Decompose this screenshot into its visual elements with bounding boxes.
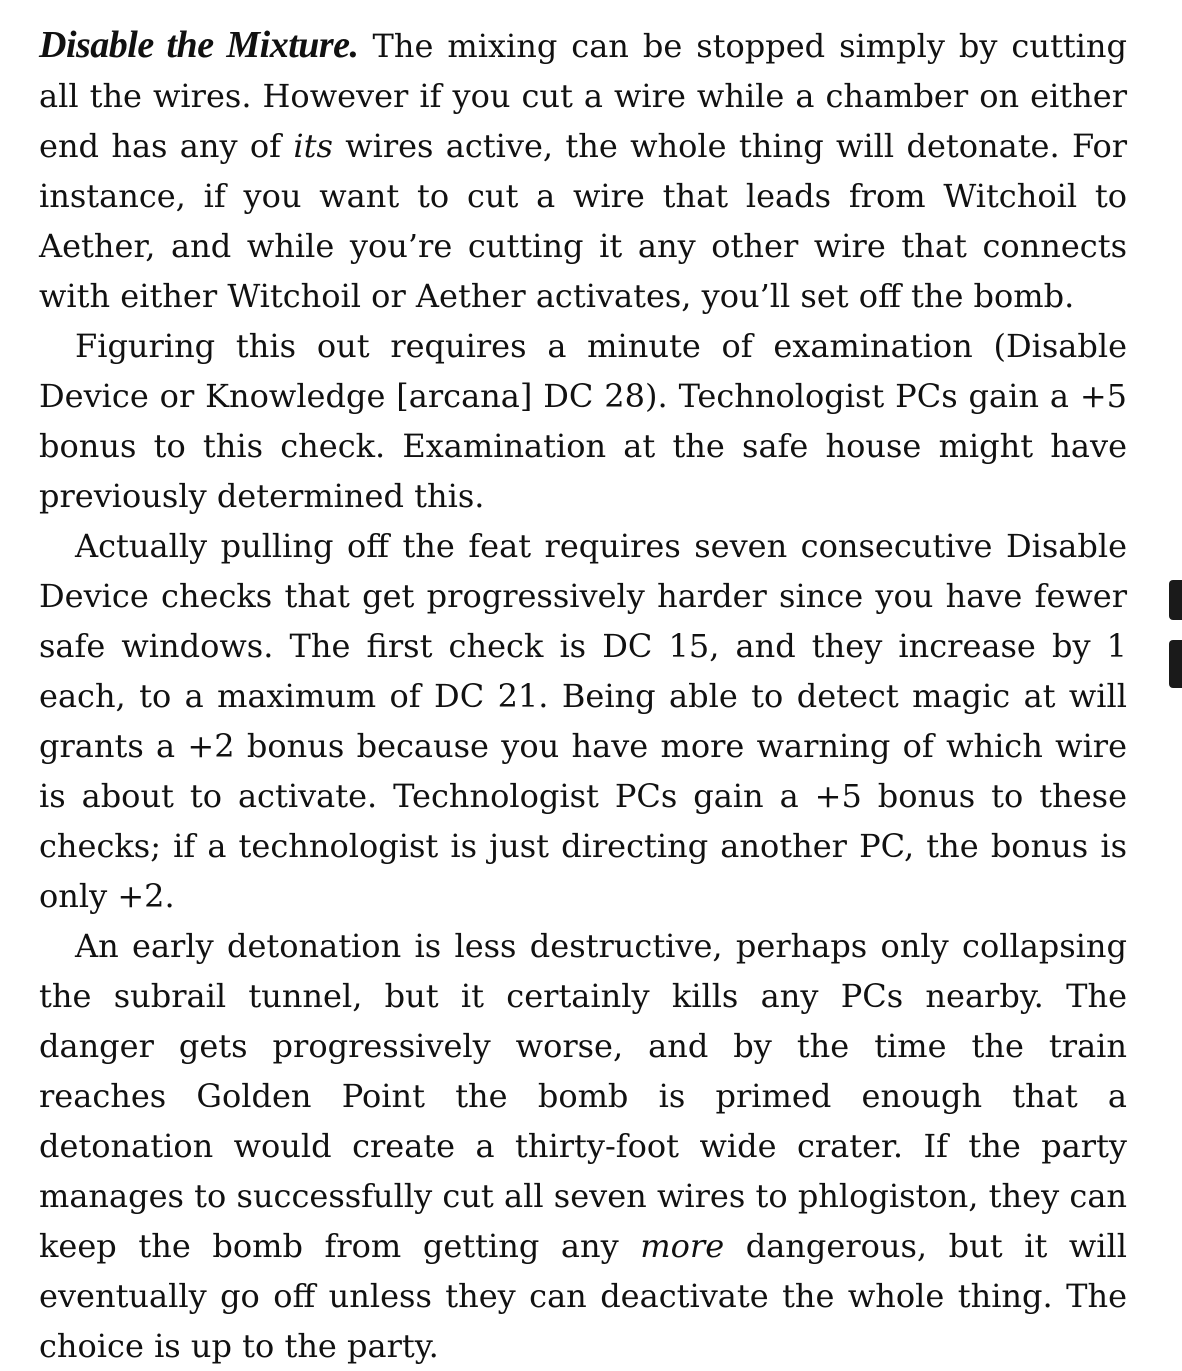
paragraph-2: Figuring this out requires a minute of examination (Disable Device or Knowledge [arcana] DC 28). Technologist PCs gain a +5 bonus to this check. Examination at the safe house might have previously determined this. [39,327,1127,515]
paragraph-4-text-b: dangerous, but it will eventually go off unless they can deactivate the whole thing. The choice is up to the party. [39,1227,1127,1365]
paragraph-4-emphasis: more [640,1227,725,1265]
paragraph-4 [39,921,1127,1371]
paragraph-3: Actually pulling off the feat requires seven consecutive Disable Device checks that get progressively harder since you have fewer safe windows. The first check is DC 15, and they increase by 1 each, to a maximum of DC 21. Being able to detect magic at will grants a +2 bonus because you have more warning of which wire is about to activate. Technologist PCs gain a +5 bonus to these checks; if a technologist is just directing another PC, the bonus is only +2. [39,527,1127,915]
paragraph-4-text-a: An early detonation is less destructive, perhaps only collapsing the subrail tunnel, but it certainly kills any PCs nearby. The danger gets progressively worse, and by the time the train reaches Golden Point the bomb is primed enough that a detonation would create a thirty-foot wide crater. If the party manages to successfully cut all seven wires to phlogiston, they can keep the bomb from getting any [39,927,1127,1265]
section-heading: Disable the Mixture. [39,24,359,66]
document-page [39,20,1127,1371]
paragraph-1-text-a: The mixing can be stopped simply by cutting all the wires. However if you cut a wire while a chamber on either end has any of [39,27,1127,165]
edge-mark-bottom [1169,640,1182,688]
paragraph-1 [39,20,1127,321]
paragraph-1-emphasis: its [293,127,333,165]
paragraph-1-text-b: wires active, the whole thing will detonate. For instance, if you want to cut a wire that leads from Witchoil to Aether, and while you’re cutting it any other wire that connects with either Witchoil or Aether activates, you’ll set off the bomb. [39,127,1128,315]
edge-mark-top [1169,580,1182,620]
